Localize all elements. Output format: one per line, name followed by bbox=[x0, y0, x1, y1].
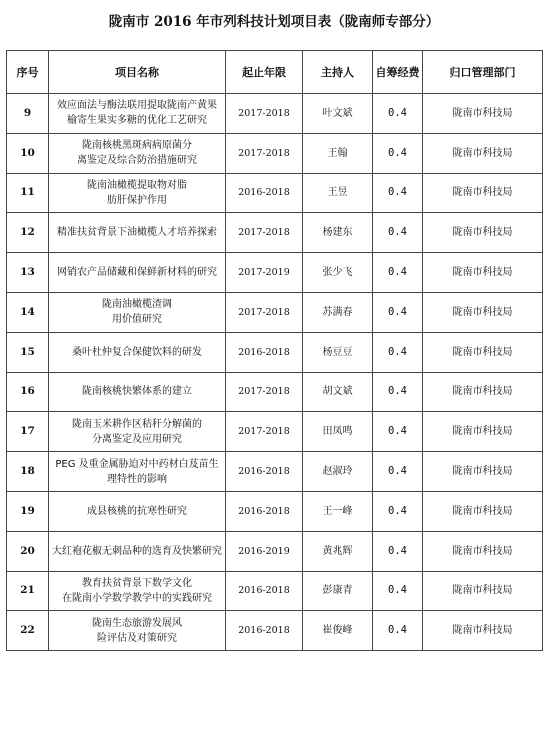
period-cell: 2017-2018 bbox=[226, 292, 303, 332]
project-name-cell bbox=[49, 213, 226, 253]
project-name-cell bbox=[49, 332, 226, 372]
header-leader: 主持人 bbox=[303, 51, 373, 94]
period-cell: 2016-2018 bbox=[226, 491, 303, 531]
funding-cell: 0.4 bbox=[373, 412, 423, 452]
dept-cell: 陇南市科技局 bbox=[423, 531, 543, 571]
project-name-line: 陇南油橄榄渣调 bbox=[102, 299, 172, 311]
funding-cell: 0.4 bbox=[373, 94, 423, 134]
project-name-cell bbox=[49, 173, 226, 213]
table-row bbox=[7, 173, 543, 213]
funding-cell: 0.4 bbox=[373, 531, 423, 571]
row-number: 17 bbox=[7, 412, 49, 452]
project-name-line: 大红袍花椒无刺品种的选育及快繁研究 bbox=[52, 545, 222, 557]
project-name-cell bbox=[49, 531, 226, 571]
project-name-line: 用价值研究 bbox=[112, 314, 162, 326]
funding-cell: 0.4 bbox=[373, 253, 423, 293]
row-number: 13 bbox=[7, 253, 49, 293]
period-cell: 2016-2018 bbox=[226, 571, 303, 611]
leader-cell: 王一峰 bbox=[303, 491, 373, 531]
dept-cell: 陇南市科技局 bbox=[423, 292, 543, 332]
header-funding: 自筹经费 bbox=[373, 51, 423, 94]
project-name-line: 教育扶贫背景下数学文化 bbox=[82, 577, 192, 589]
project-name-line: 陇南核桃快繁体系的建立 bbox=[82, 386, 192, 398]
row-number: 18 bbox=[7, 452, 49, 492]
period-cell: 2016-2019 bbox=[226, 531, 303, 571]
funding-cell: 0.4 bbox=[373, 133, 423, 173]
funding-cell: 0.4 bbox=[373, 213, 423, 253]
project-name-line: 精准扶贫背景下油橄榄人才培养探索 bbox=[57, 227, 217, 239]
row-number: 10 bbox=[7, 133, 49, 173]
period-cell: 2017-2018 bbox=[226, 412, 303, 452]
row-number: 9 bbox=[7, 94, 49, 134]
funding-cell: 0.4 bbox=[373, 173, 423, 213]
row-number: 16 bbox=[7, 372, 49, 412]
leader-cell: 王昱 bbox=[303, 173, 373, 213]
project-name-cell bbox=[49, 571, 226, 611]
period-cell: 2016-2018 bbox=[226, 173, 303, 213]
leader-cell: 叶文斌 bbox=[303, 94, 373, 134]
project-name-line: 效应面法与酶法联用提取陇南产黄果 bbox=[57, 100, 217, 112]
period-cell: 2017-2018 bbox=[226, 372, 303, 412]
row-number: 15 bbox=[7, 332, 49, 372]
project-name-cell bbox=[49, 491, 226, 531]
table-row bbox=[7, 94, 543, 134]
project-name-cell bbox=[49, 372, 226, 412]
project-name-cell bbox=[49, 133, 226, 173]
dept-cell: 陇南市科技局 bbox=[423, 452, 543, 492]
leader-cell: 赵淑玲 bbox=[303, 452, 373, 492]
project-name-cell bbox=[49, 253, 226, 293]
period-cell: 2016-2018 bbox=[226, 611, 303, 651]
project-name-line: 陇南玉米耕作区秸秆分解菌的 bbox=[72, 418, 202, 430]
funding-cell: 0.4 bbox=[373, 611, 423, 651]
table-body bbox=[7, 94, 543, 651]
funding-cell: 0.4 bbox=[373, 292, 423, 332]
project-name-line: 陇南核桃黑斑病病原菌分 bbox=[82, 140, 192, 152]
dept-cell: 陇南市科技局 bbox=[423, 412, 543, 452]
leader-cell: 王翰 bbox=[303, 133, 373, 173]
funding-cell: 0.4 bbox=[373, 332, 423, 372]
leader-cell: 彭康青 bbox=[303, 571, 373, 611]
project-name-line: 陇南生态旅游发展风 bbox=[92, 617, 182, 629]
table-row bbox=[7, 292, 543, 332]
period-cell: 2017-2019 bbox=[226, 253, 303, 293]
table-row bbox=[7, 213, 543, 253]
period-cell: 2017-2018 bbox=[226, 94, 303, 134]
leader-cell: 苏满春 bbox=[303, 292, 373, 332]
table-row bbox=[7, 133, 543, 173]
header-period: 起止年限 bbox=[226, 51, 303, 94]
dept-cell: 陇南市科技局 bbox=[423, 571, 543, 611]
row-number: 19 bbox=[7, 491, 49, 531]
period-cell: 2016-2018 bbox=[226, 452, 303, 492]
project-name-cell bbox=[49, 452, 226, 492]
funding-cell: 0.4 bbox=[373, 491, 423, 531]
row-number: 12 bbox=[7, 213, 49, 253]
period-cell: 2017-2018 bbox=[226, 213, 303, 253]
project-name-line: 陇南油橄榄提取物对脂 bbox=[87, 179, 187, 191]
page-title: 陇南市 2016 年市列科技计划项目表（陇南师专部分） bbox=[108, 14, 440, 30]
row-number: 11 bbox=[7, 173, 49, 213]
dept-cell: 陇南市科技局 bbox=[423, 213, 543, 253]
table-row bbox=[7, 332, 543, 372]
header-project: 项目名称 bbox=[49, 51, 226, 94]
header-dept: 归口管理部门 bbox=[423, 51, 543, 94]
dept-cell: 陇南市科技局 bbox=[423, 611, 543, 651]
header-row bbox=[7, 51, 543, 94]
project-name-line: 险评估及对策研究 bbox=[97, 632, 177, 644]
dept-cell: 陇南市科技局 bbox=[423, 372, 543, 412]
project-name-line: 成县核桃的抗寒性研究 bbox=[87, 505, 187, 517]
leader-cell: 胡文斌 bbox=[303, 372, 373, 412]
project-name-cell bbox=[49, 292, 226, 332]
leader-cell: 张少飞 bbox=[303, 253, 373, 293]
table-row bbox=[7, 452, 543, 492]
project-name-line: 网销农产品储藏和保鲜新材料的研究 bbox=[57, 267, 217, 279]
project-name-line: 离鉴定及综合防治措施研究 bbox=[77, 155, 197, 167]
project-name-line: 理特性的影响 bbox=[107, 473, 167, 485]
leader-cell: 杨建东 bbox=[303, 213, 373, 253]
project-table bbox=[6, 50, 543, 651]
row-number: 14 bbox=[7, 292, 49, 332]
table-row bbox=[7, 253, 543, 293]
funding-cell: 0.4 bbox=[373, 372, 423, 412]
project-name-cell bbox=[49, 94, 226, 134]
header-no: 序号 bbox=[7, 51, 49, 94]
leader-cell: 崔俊峰 bbox=[303, 611, 373, 651]
project-name-line: 在陇南小学数学教学中的实践研究 bbox=[62, 592, 212, 604]
period-cell: 2017-2018 bbox=[226, 133, 303, 173]
leader-cell: 黄兆辉 bbox=[303, 531, 373, 571]
project-name-line: 桑叶杜仲复合保健饮料的研发 bbox=[72, 346, 202, 358]
table-row bbox=[7, 372, 543, 412]
funding-cell: 0.4 bbox=[373, 571, 423, 611]
row-number: 22 bbox=[7, 611, 49, 651]
table-row bbox=[7, 491, 543, 531]
dept-cell: 陇南市科技局 bbox=[423, 491, 543, 531]
project-name-line: 分离鉴定及应用研究 bbox=[92, 433, 182, 445]
dept-cell: 陇南市科技局 bbox=[423, 253, 543, 293]
project-name-cell bbox=[49, 412, 226, 452]
table-row bbox=[7, 611, 543, 651]
row-number: 20 bbox=[7, 531, 49, 571]
dept-cell: 陇南市科技局 bbox=[423, 173, 543, 213]
table-row bbox=[7, 571, 543, 611]
period-cell: 2016-2018 bbox=[226, 332, 303, 372]
project-name-line: 榆寄生果实多糖的优化工艺研究 bbox=[67, 115, 207, 127]
project-name-line: PEG 及重金属胁迫对中药材白芨苗生 bbox=[55, 458, 219, 470]
dept-cell: 陇南市科技局 bbox=[423, 94, 543, 134]
dept-cell: 陇南市科技局 bbox=[423, 133, 543, 173]
leader-cell: 杨豆豆 bbox=[303, 332, 373, 372]
row-number: 21 bbox=[7, 571, 49, 611]
project-name-line: 肪肝保护作用 bbox=[107, 194, 167, 206]
project-name-cell bbox=[49, 611, 226, 651]
dept-cell: 陇南市科技局 bbox=[423, 332, 543, 372]
table-row bbox=[7, 531, 543, 571]
table-row bbox=[7, 412, 543, 452]
leader-cell: 田凤鸣 bbox=[303, 412, 373, 452]
funding-cell: 0.4 bbox=[373, 452, 423, 492]
